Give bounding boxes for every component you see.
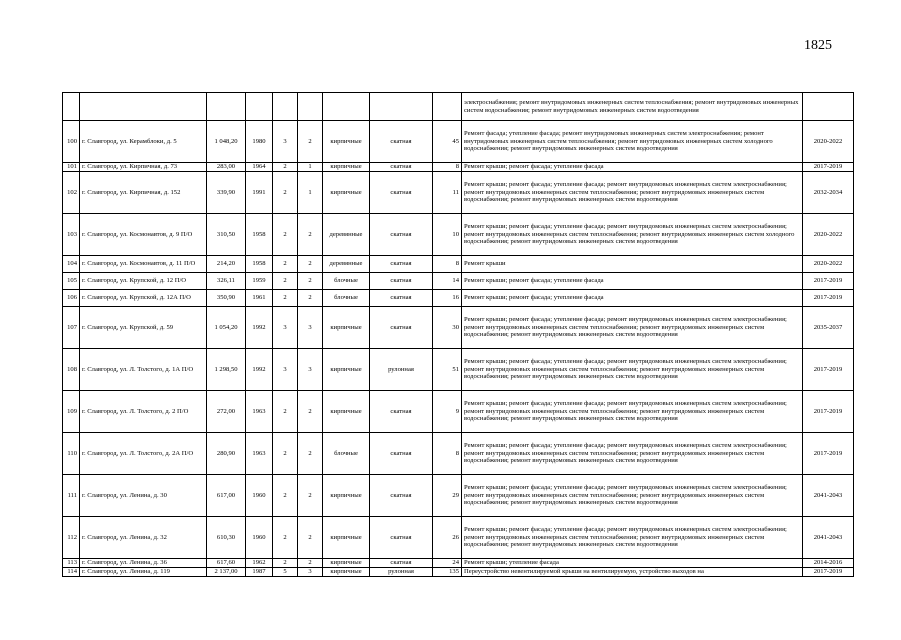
residents-cell: 16 (433, 290, 462, 307)
roof-type-cell: скатная (370, 121, 433, 163)
repair-works-cell: Ремонт крыши; утепление фасада (462, 559, 803, 568)
area-cell: 1 048,20 (207, 121, 246, 163)
table-row (63, 121, 854, 163)
period-cell: 2017-2019 (803, 163, 854, 172)
area-cell: 339,90 (207, 172, 246, 214)
floors-cell: 2 (273, 273, 298, 290)
year-cell: 1980 (246, 121, 273, 163)
entrances-cell: 3 (298, 568, 323, 577)
address-cell: г. Славгород, ул. Керамблоки, д. 5 (80, 121, 207, 163)
address-cell: г. Славгород, ул. Крупской, д. 12 П/О (80, 273, 207, 290)
roof-type-cell: скатная (370, 517, 433, 559)
roof-type-cell: скатная (370, 256, 433, 273)
period-cell: 2017-2019 (803, 290, 854, 307)
floors-cell: 2 (273, 391, 298, 433)
area-cell (207, 93, 246, 121)
roof-type-cell: скатная (370, 433, 433, 475)
address-cell: г. Славгород, ул. Ленина, д. 119 (80, 568, 207, 577)
repair-works-cell: Ремонт крыши; ремонт фасада; утепление фасада; ремонт внутридомовых инженерных систем электроснабжения; ремонт внутридомовых инженерных систем теплоснабжения; ремонт внутридомовых инженерных систем водоснабжения; ремонт внутридомовых инженерных систем водоотведения (462, 172, 803, 214)
wall-material-cell: блочные (323, 433, 370, 475)
address-cell: г. Славгород, ул. Кирпичная, д. 152 (80, 172, 207, 214)
repair-works-cell: Ремонт крыши; ремонт фасада; утепление фасада; ремонт внутридомовых инженерных систем электроснабжения; ремонт внутридомовых инженерных систем теплоснабжения; ремонт внутридомовых инженерных систем водоснабжения; ремонт внутридомовых инженерных систем водоотведения (462, 517, 803, 559)
area-cell: 1 298,50 (207, 349, 246, 391)
address-cell (80, 93, 207, 121)
wall-material-cell: кирпичные (323, 517, 370, 559)
table-row (63, 273, 854, 290)
wall-material-cell: кирпичные (323, 475, 370, 517)
table-row (63, 433, 854, 475)
floors-cell: 2 (273, 517, 298, 559)
repair-program-table (62, 92, 854, 577)
repair-works-cell: Ремонт крыши; ремонт фасада; утепление фасада (462, 290, 803, 307)
period-cell: 2014-2016 (803, 559, 854, 568)
residents-cell: 8 (433, 163, 462, 172)
residents-cell: 8 (433, 433, 462, 475)
address-cell: г. Славгород, ул. Крупской, д. 59 (80, 307, 207, 349)
entrances-cell: 2 (298, 290, 323, 307)
wall-material-cell: кирпичные (323, 568, 370, 577)
residents-cell: 8 (433, 256, 462, 273)
year-cell: 1987 (246, 568, 273, 577)
period-cell: 2041-2043 (803, 475, 854, 517)
wall-material-cell: блочные (323, 290, 370, 307)
year-cell: 1958 (246, 214, 273, 256)
table-body (63, 93, 854, 577)
area-cell: 617,60 (207, 559, 246, 568)
row-number-cell (63, 93, 80, 121)
wall-material-cell: кирпичные (323, 163, 370, 172)
row-number-cell: 107 (63, 307, 80, 349)
repair-works-cell: Переустройство невентилируемой крыши на вентилируемую, устройство выходов на (462, 568, 803, 577)
roof-type-cell (370, 93, 433, 121)
area-cell: 283,00 (207, 163, 246, 172)
area-cell: 610,30 (207, 517, 246, 559)
residents-cell: 29 (433, 475, 462, 517)
year-cell: 1959 (246, 273, 273, 290)
floors-cell: 2 (273, 475, 298, 517)
year-cell: 1964 (246, 163, 273, 172)
residents-cell: 26 (433, 517, 462, 559)
residents-cell: 9 (433, 391, 462, 433)
floors-cell: 2 (273, 172, 298, 214)
roof-type-cell: скатная (370, 475, 433, 517)
table-row (63, 307, 854, 349)
roof-type-cell: скатная (370, 559, 433, 568)
wall-material-cell: блочные (323, 273, 370, 290)
period-cell: 2020-2022 (803, 121, 854, 163)
table-row (63, 214, 854, 256)
repair-works-cell: Ремонт крыши; ремонт фасада; утепление фасада; ремонт внутридомовых инженерных систем электроснабжения; ремонт внутридомовых инженерных систем теплоснабжения; ремонт внутридомовых инженерных систем водоснабжения; ремонт внутридомовых инженерных систем водоотведения (462, 433, 803, 475)
wall-material-cell: кирпичные (323, 121, 370, 163)
wall-material-cell: кирпичные (323, 559, 370, 568)
entrances-cell: 2 (298, 517, 323, 559)
floors-cell (273, 93, 298, 121)
floors-cell: 3 (273, 121, 298, 163)
area-cell: 272,00 (207, 391, 246, 433)
year-cell: 1963 (246, 391, 273, 433)
repair-works-cell: Ремонт фасада; утепление фасада; ремонт внутридомовых инженерных систем электроснабжения; ремонт внутридомовых инженерных систем теплоснабжения; ремонт внутридомовых инженерных систем холодного водоснабжения; ремонт внутридомовых инженерных систем водоотведения (462, 121, 803, 163)
roof-type-cell: скатная (370, 391, 433, 433)
period-cell: 2035-2037 (803, 307, 854, 349)
floors-cell: 2 (273, 433, 298, 475)
wall-material-cell: кирпичные (323, 172, 370, 214)
repair-works-cell: Ремонт крыши; ремонт фасада; утепление фасада; ремонт внутридомовых инженерных систем электроснабжения; ремонт внутридомовых инженерных систем теплоснабжения; ремонт внутридомовых инженерных систем водоснабжения; ремонт внутридомовых инженерных систем водоотведения (462, 475, 803, 517)
entrances-cell: 3 (298, 307, 323, 349)
table-row (63, 256, 854, 273)
address-cell: г. Славгород, ул. Ленина, д. 36 (80, 559, 207, 568)
row-number-cell: 105 (63, 273, 80, 290)
wall-material-cell: кирпичные (323, 307, 370, 349)
row-number-cell: 102 (63, 172, 80, 214)
floors-cell: 2 (273, 290, 298, 307)
residents-cell: 24 (433, 559, 462, 568)
row-number-cell: 104 (63, 256, 80, 273)
period-cell: 2017-2019 (803, 568, 854, 577)
repair-works-cell: Ремонт крыши; ремонт фасада; утепление фасада (462, 163, 803, 172)
repair-works-cell: Ремонт крыши; ремонт фасада; утепление фасада; ремонт внутридомовых инженерных систем электроснабжения; ремонт внутридомовых инженерных систем теплоснабжения; ремонт внутридомовых инженерных систем водоснабжения; ремонт внутридомовых инженерных систем водоотведения (462, 349, 803, 391)
area-cell: 214,20 (207, 256, 246, 273)
entrances-cell: 2 (298, 273, 323, 290)
floors-cell: 2 (273, 559, 298, 568)
row-number-cell: 112 (63, 517, 80, 559)
wall-material-cell: кирпичные (323, 391, 370, 433)
residents-cell: 11 (433, 172, 462, 214)
wall-material-cell: деревянные (323, 256, 370, 273)
row-number-cell: 109 (63, 391, 80, 433)
area-cell: 617,00 (207, 475, 246, 517)
entrances-cell: 2 (298, 433, 323, 475)
entrances-cell: 3 (298, 349, 323, 391)
year-cell: 1962 (246, 559, 273, 568)
floors-cell: 2 (273, 256, 298, 273)
entrances-cell: 2 (298, 256, 323, 273)
wall-material-cell: деревянные (323, 214, 370, 256)
period-cell (803, 93, 854, 121)
period-cell: 2017-2019 (803, 391, 854, 433)
residents-cell: 45 (433, 121, 462, 163)
entrances-cell: 1 (298, 172, 323, 214)
roof-type-cell: скатная (370, 172, 433, 214)
year-cell: 1960 (246, 475, 273, 517)
repair-works-cell: Ремонт крыши; ремонт фасада; утепление фасада; ремонт внутридомовых инженерных систем электроснабжения; ремонт внутридомовых инженерных систем теплоснабжения; ремонт внутридомовых инженерных систем холодного водоснабжения; ремонт внутридомовых инженерных систем водоотведения (462, 214, 803, 256)
floors-cell: 3 (273, 307, 298, 349)
roof-type-cell: скатная (370, 273, 433, 290)
period-cell: 2017-2019 (803, 273, 854, 290)
repair-works-cell: Ремонт крыши; ремонт фасада; утепление фасада; ремонт внутридомовых инженерных систем электроснабжения; ремонт внутридомовых инженерных систем теплоснабжения; ремонт внутридомовых инженерных систем водоснабжения; ремонт внутридомовых инженерных систем водоотведения (462, 307, 803, 349)
row-number-cell: 108 (63, 349, 80, 391)
repair-works-cell: Ремонт крыши; ремонт фасада; утепление фасада (462, 273, 803, 290)
table-row (63, 475, 854, 517)
address-cell: г. Славгород, ул. Ленина, д. 32 (80, 517, 207, 559)
row-number-cell: 103 (63, 214, 80, 256)
address-cell: г. Славгород, ул. Космонавтов, д. 11 П/О (80, 256, 207, 273)
table-row (63, 349, 854, 391)
address-cell: г. Славгород, ул. Крупской, д. 12А П/О (80, 290, 207, 307)
period-cell: 2032-2034 (803, 172, 854, 214)
floors-cell: 3 (273, 349, 298, 391)
table-row (63, 391, 854, 433)
table-row (63, 290, 854, 307)
period-cell: 2020-2022 (803, 256, 854, 273)
row-number-cell: 114 (63, 568, 80, 577)
residents-cell: 135 (433, 568, 462, 577)
page-number: 1825 (804, 38, 832, 53)
roof-type-cell: рулонная (370, 568, 433, 577)
residents-cell: 51 (433, 349, 462, 391)
residents-cell (433, 93, 462, 121)
table-row (63, 163, 854, 172)
year-cell: 1963 (246, 433, 273, 475)
address-cell: г. Славгород, ул. Л. Толстого, д. 2А П/О (80, 433, 207, 475)
row-number-cell: 113 (63, 559, 80, 568)
roof-type-cell: скатная (370, 163, 433, 172)
residents-cell: 10 (433, 214, 462, 256)
roof-type-cell: скатная (370, 214, 433, 256)
period-cell: 2017-2019 (803, 433, 854, 475)
period-cell: 2020-2022 (803, 214, 854, 256)
roof-type-cell: скатная (370, 290, 433, 307)
table-row (63, 559, 854, 568)
year-cell: 1991 (246, 172, 273, 214)
entrances-cell: 2 (298, 391, 323, 433)
row-number-cell: 100 (63, 121, 80, 163)
address-cell: г. Славгород, ул. Ленина, д. 30 (80, 475, 207, 517)
year-cell: 1992 (246, 307, 273, 349)
row-number-cell: 101 (63, 163, 80, 172)
address-cell: г. Славгород, ул. Кирпичная, д. 73 (80, 163, 207, 172)
area-cell: 310,50 (207, 214, 246, 256)
period-cell: 2017-2019 (803, 349, 854, 391)
year-cell: 1958 (246, 256, 273, 273)
entrances-cell (298, 93, 323, 121)
entrances-cell: 1 (298, 163, 323, 172)
table-row (63, 517, 854, 559)
repair-works-cell: Ремонт крыши (462, 256, 803, 273)
table-row (63, 172, 854, 214)
year-cell (246, 93, 273, 121)
address-cell: г. Славгород, ул. Космонавтов, д. 9 П/О (80, 214, 207, 256)
year-cell: 1961 (246, 290, 273, 307)
residents-cell: 30 (433, 307, 462, 349)
area-cell: 2 137,00 (207, 568, 246, 577)
area-cell: 350,90 (207, 290, 246, 307)
roof-type-cell: рулонная (370, 349, 433, 391)
floors-cell: 2 (273, 163, 298, 172)
entrances-cell: 2 (298, 214, 323, 256)
roof-type-cell: скатная (370, 307, 433, 349)
address-cell: г. Славгород, ул. Л. Толстого, д. 2 П/О (80, 391, 207, 433)
area-cell: 280,90 (207, 433, 246, 475)
entrances-cell: 2 (298, 475, 323, 517)
floors-cell: 2 (273, 214, 298, 256)
repair-works-cell: Ремонт крыши; ремонт фасада; утепление фасада; ремонт внутридомовых инженерных систем электроснабжения; ремонт внутридомовых инженерных систем теплоснабжения; ремонт внутридомовых инженерных систем водоснабжения; ремонт внутридомовых инженерных систем водоотведения (462, 391, 803, 433)
row-number-cell: 111 (63, 475, 80, 517)
residents-cell: 14 (433, 273, 462, 290)
floors-cell: 5 (273, 568, 298, 577)
row-number-cell: 110 (63, 433, 80, 475)
table-row (63, 93, 854, 121)
entrances-cell: 2 (298, 121, 323, 163)
wall-material-cell: кирпичные (323, 349, 370, 391)
row-number-cell: 106 (63, 290, 80, 307)
area-cell: 326,11 (207, 273, 246, 290)
table-row (63, 568, 854, 577)
year-cell: 1992 (246, 349, 273, 391)
address-cell: г. Славгород, ул. Л. Толстого, д. 1А П/О (80, 349, 207, 391)
repair-works-cell: электроснабжения; ремонт внутридомовых инженерных систем теплоснабжения; ремонт внутридомовых инженерных систем водоснабжения; ремонт внутридомовых инженерных систем водоотведения (462, 93, 803, 121)
entrances-cell: 2 (298, 559, 323, 568)
wall-material-cell (323, 93, 370, 121)
area-cell: 1 054,20 (207, 307, 246, 349)
year-cell: 1960 (246, 517, 273, 559)
period-cell: 2041-2043 (803, 517, 854, 559)
